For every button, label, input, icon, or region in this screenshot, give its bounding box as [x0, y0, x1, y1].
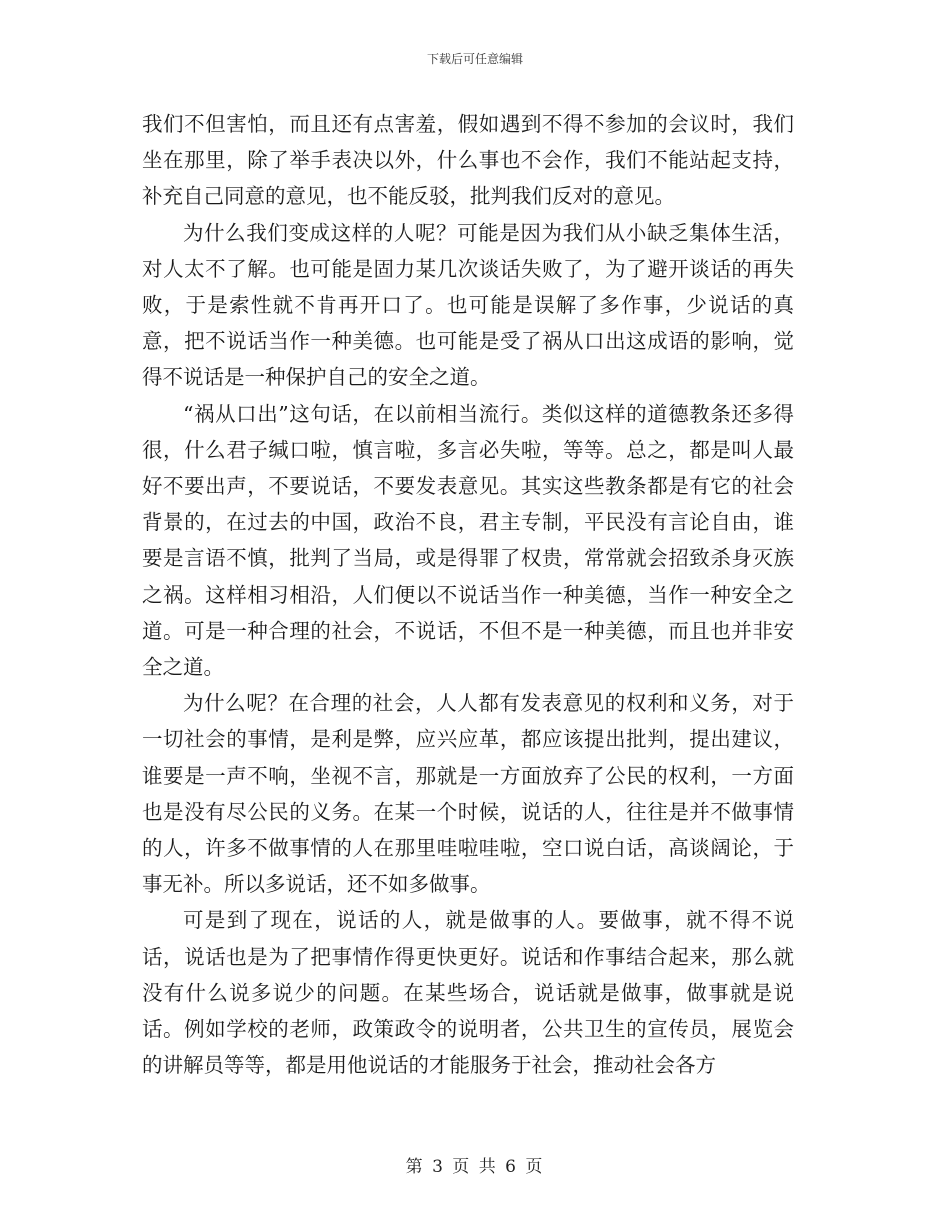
- paragraph-3: “祸从口出”这句话，在以前相当流行。类似这样的道德教条还多得很，什么君子缄口啦，慎言啦，多言必失啦，等等。总之，都是叫人最好不要出声，不要说话，不要发表意见。其实这些教条都是有它的社会背景的，在过去的中国，政治不良，君主专制，平民没有言论自由，谁要是言语不慎，批判了当局，或是得罪了权贵，常常就会招致杀身灭族之祸。这样相习相沿，人们便以不说话当作一种美德，当作一种安全之道。可是一种合理的社会，不说话，不但不是一种美德，而且也并非安全之道。: [142, 401, 794, 680]
- page-header: 下载后可任意编辑: [426, 52, 523, 66]
- paragraph-2: 为什么我们变成这样的人呢？可能是因为我们从小缺乏集体生活，对人太不了解。也可能是固力某几次谈话失败了，为了避开谈话的再失败，于是索性就不肯再开口了。也可能是误解了多作事，少说话的真意，把不说话当作一种美德。也可能是受了祸从口出这成语的影响，觉得不说话是一种保护自己的安全之道。: [142, 220, 794, 390]
- document-body: [142, 106, 794, 1083]
- paragraph-5: 可是到了现在，说话的人，就是做事的人。要做事，就不得不说话，说话也是为了把事情作得更快更好。说话和作事结合起来，那么就没有什么说多说少的问题。在某些场合，说话就是做事，做事就是说话。例如学校的老师，政策政令的说明者，公共卫生的宣传员，展览会的讲解员等等，都是用他说话的才能服务于社会，推动社会各方: [142, 908, 794, 1078]
- paragraph-4: 为什么呢？在合理的社会，人人都有发表意见的权利和义务，对于一切社会的事情，是利是弊，应兴应革，都应该提出批判，提出建议，谁要是一声不响，坐视不言，那就是一方面放弃了公民的权利，一方面也是没有尽公民的义务。在某一个时候，说话的人，往往是并不做事情的人，许多不做事情的人在那里哇啦哇啦，空口说白话，高谈阔论，于事无补。所以多说话，还不如多做事。: [142, 691, 794, 897]
- page-number-footer: 第 3 页 共 6 页: [405, 1157, 545, 1177]
- paragraph-1: 我们不但害怕，而且还有点害羞，假如遇到不得不参加的会议时，我们坐在那里，除了举手表决以外，什么事也不会作，我们不能站起支持，补充自己同意的意见，也不能反驳，批判我们反对的意见。: [142, 112, 794, 209]
